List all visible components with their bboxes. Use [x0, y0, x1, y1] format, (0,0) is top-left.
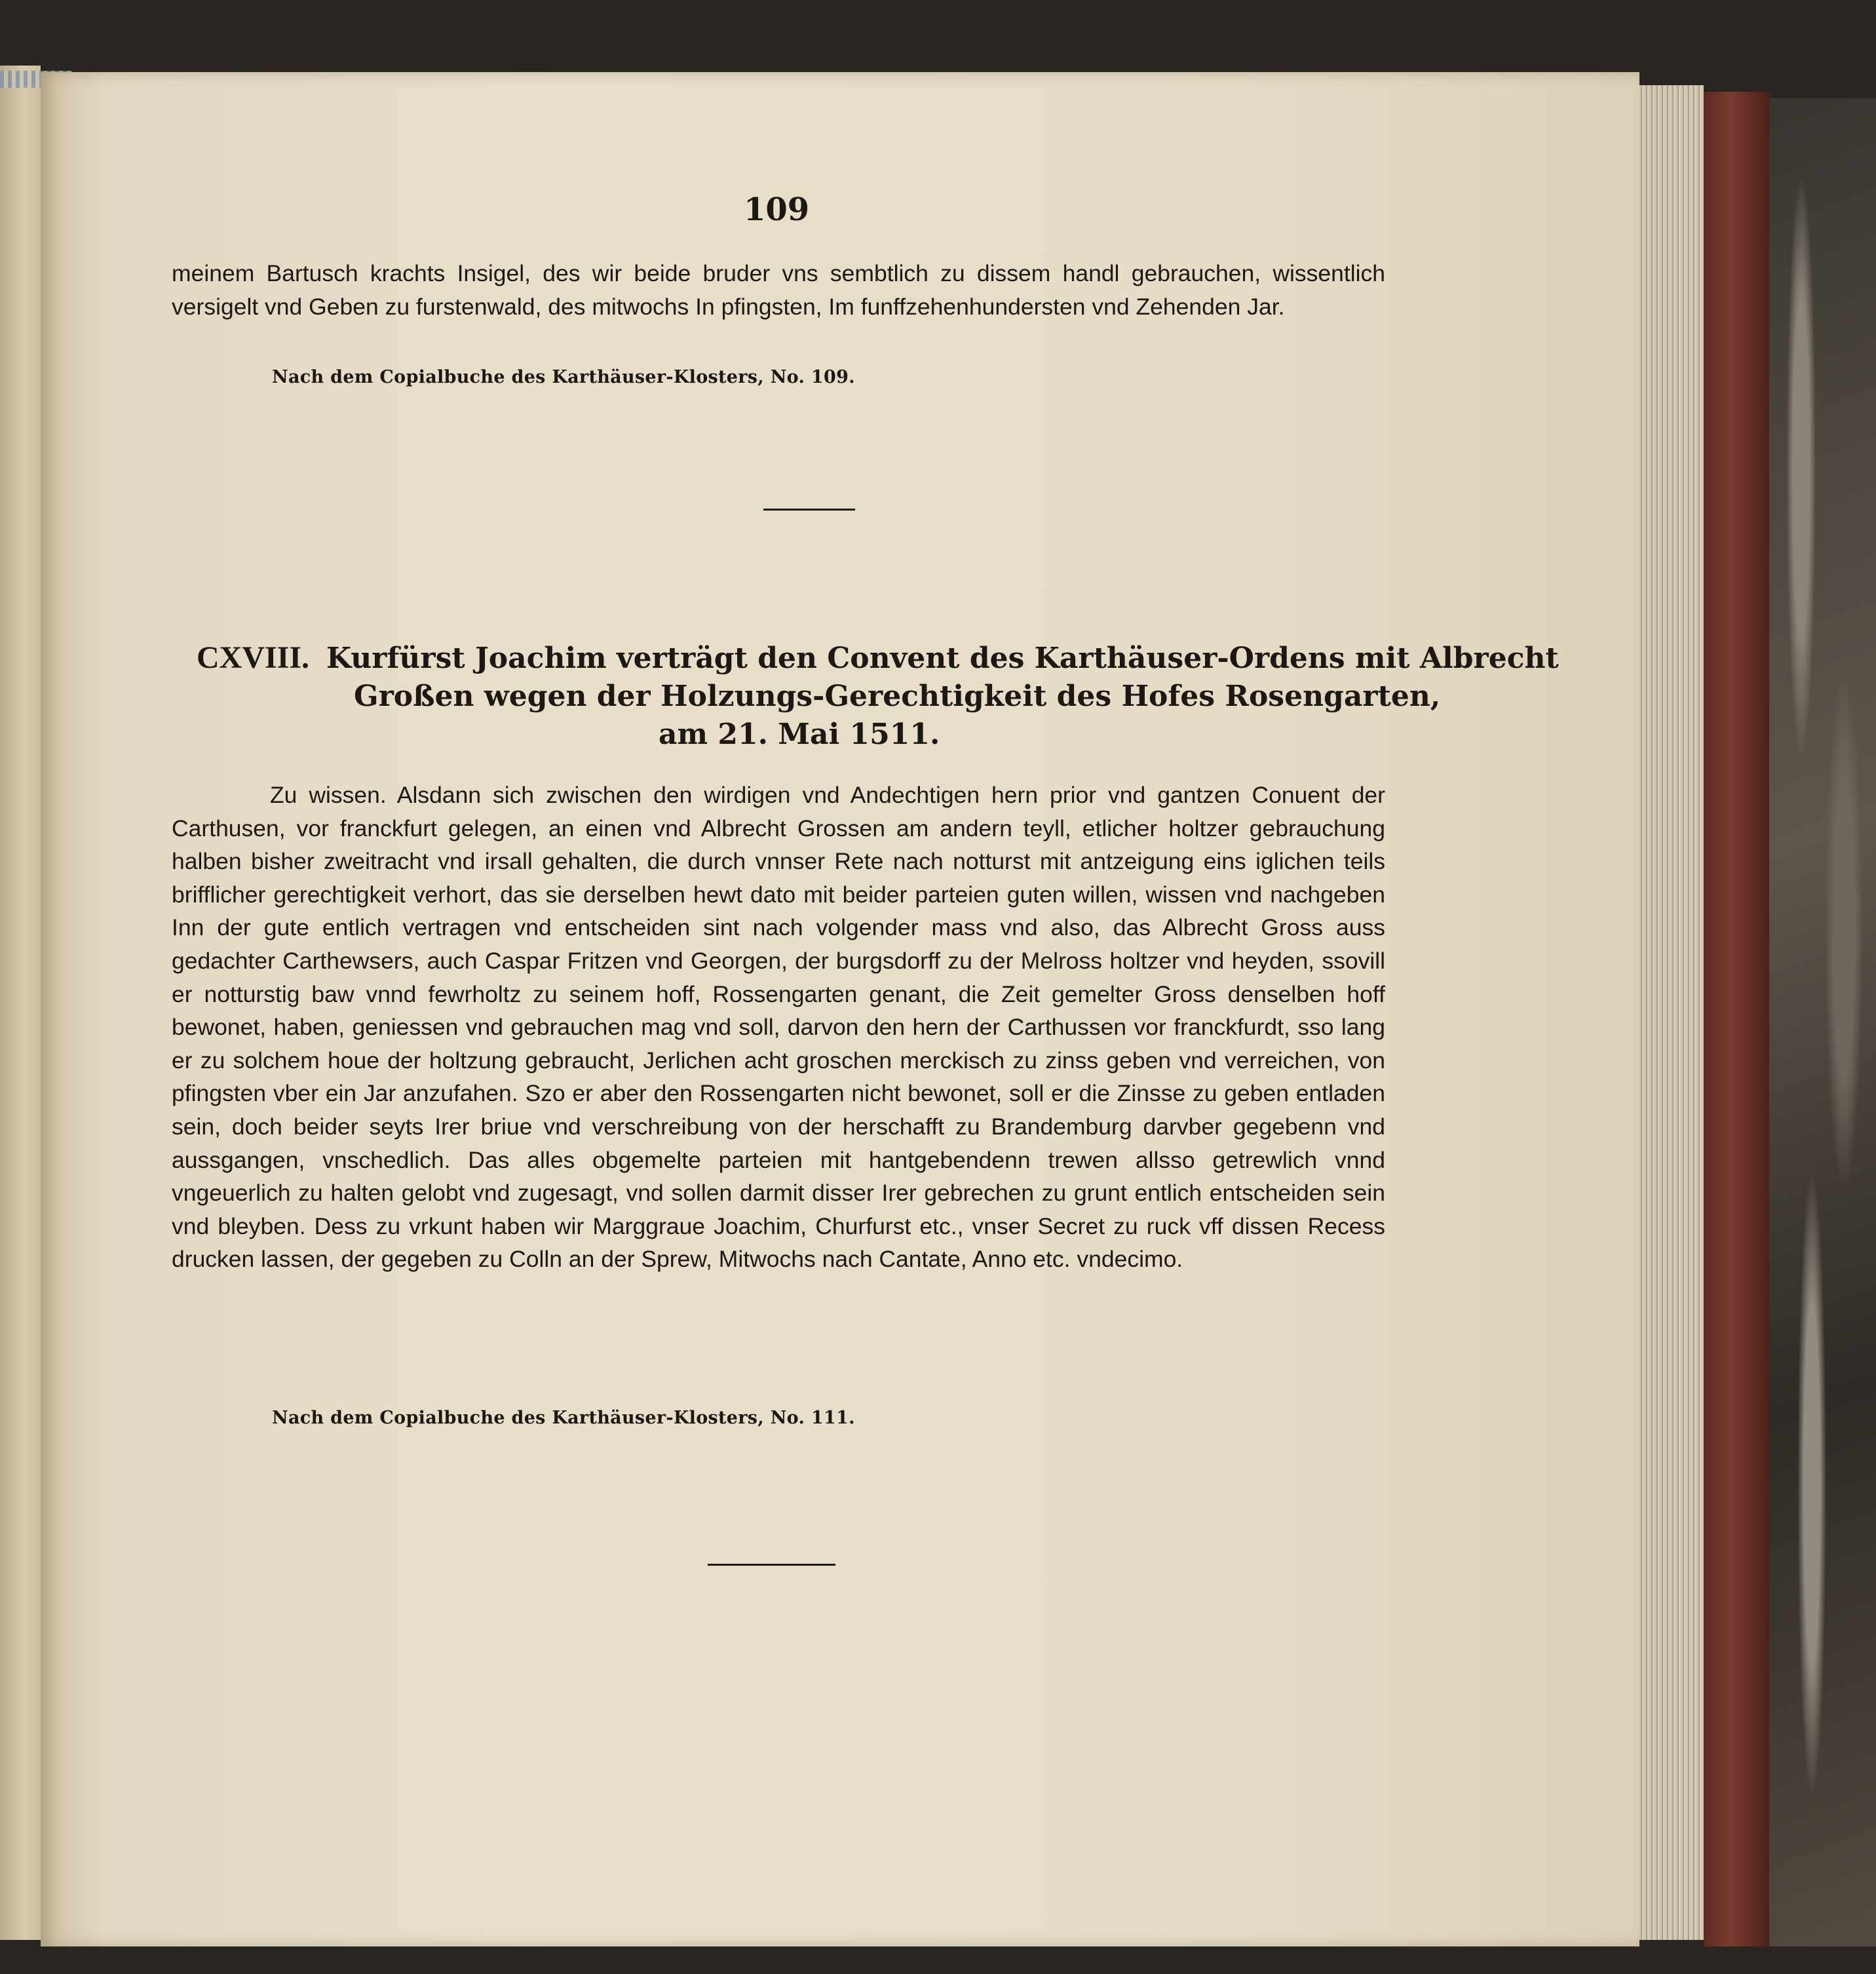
- heading-line-2: Großen wegen der Holzungs-Gerechtigkeit des Hofes Rosengarten,: [354, 680, 1441, 713]
- section-heading: [197, 639, 1559, 754]
- heading-line-3: am 21. Mai 1511.: [659, 718, 940, 751]
- top-source-note: Nach dem Copialbuche des Karthäuser-Klosters, No. 109.: [272, 367, 855, 387]
- heading-text-1: Kurfürst Joachim verträgt den Convent des Karthäuser-Ordens mit Albrecht: [326, 642, 1559, 675]
- top-paragraph: meinem Bartusch krachts Insigel, des wir beide bruder vns sembtlich zu dissem handl gebrauchen, wissentlich versigelt vnd Geben zu furstenwald, des mitwochs In pfingsten, Im funffzehenhundersten vnd Zehenden Jar.: [172, 260, 1385, 320]
- section-number: CXVIII.: [197, 640, 310, 675]
- left-page-edge: [0, 66, 41, 1940]
- main-paragraph: Zu wissen. Alsdann sich zwischen den wirdigen vnd Andechtigen hern prior vnd gantzen Conuent der Carthusen, vor franckfurt gelegen, an einen vnd Albrecht Grossen am andern teyll, etlicher holtzer gebrauchung halben bisher zweitracht vnd irsall gehalten, die durch vnnser Rete nach notturst mit antzeigung eins iglichen teils brifflicher gerechtigkeit verhort, das sie derselben hewt dato mit beider parteien guten willen, wissen vnd nachgeben Inn der gute entlich vertragen vnd entscheiden sint nach volgender mass vnd also, das Albrecht Gross auss gedachter Carthewsers, auch Caspar Fritzen vnd Georgen, der burgsdorff zu der Melross holtzer vnd heyden, ssovill er notturstig baw vnnd fewrholtz zu seinem hoff, Rossengarten genant, die Zeit gemelter Gross denselben hoff bewonet, haben, geniessen vnd gebrauchen mag vnd soll, darvon den hern der Carthussen vor franckfurdt, sso lang er zu solchem houe der holtzung gebraucht, Jerlichen acht groschen merckisch zu zinss geben vnd verreichen, von pfingsten vber ein Jar anzufahen. Szo er aber den Rossengarten nicht bewonet, soll er die Zinsse zu geben entladen sein, doch beider seyts Irer briue vnd verschreibung von der herschafft zu Brandemburg darvber gegebenn vnd aussgangen, vnschedlich. Das alles obgemelte parteien mit hantgebendenn trewen allsso getrewlich vnnd vngeuerlich zu halten gelobt vnd zugesagt, vnd sollen darmit disser Irer gebrechen zu grunt entlich entscheiden sein vnd bleyben. Dess zu vrkunt haben wir Marggraue Joachim, Churfurst etc., vnser Secret zu ruck vff dissen Recess drucken lassen, der gegeben zu Colln an der Sprew, Mitwochs nach Cantate, Anno etc. vndecimo.: [172, 782, 1385, 1273]
- page-number: 109: [744, 191, 810, 228]
- divider-rule-2: [708, 1564, 835, 1566]
- divider-rule-1: [763, 509, 855, 511]
- bottom-source-note: Nach dem Copialbuche des Karthäuser-Klosters, No. 111.: [272, 1408, 855, 1428]
- heading-line-1: [197, 639, 1559, 678]
- page-stack-edge: [1628, 85, 1704, 1940]
- book-spine: [1704, 92, 1769, 1946]
- marbled-cover: [1769, 98, 1876, 1946]
